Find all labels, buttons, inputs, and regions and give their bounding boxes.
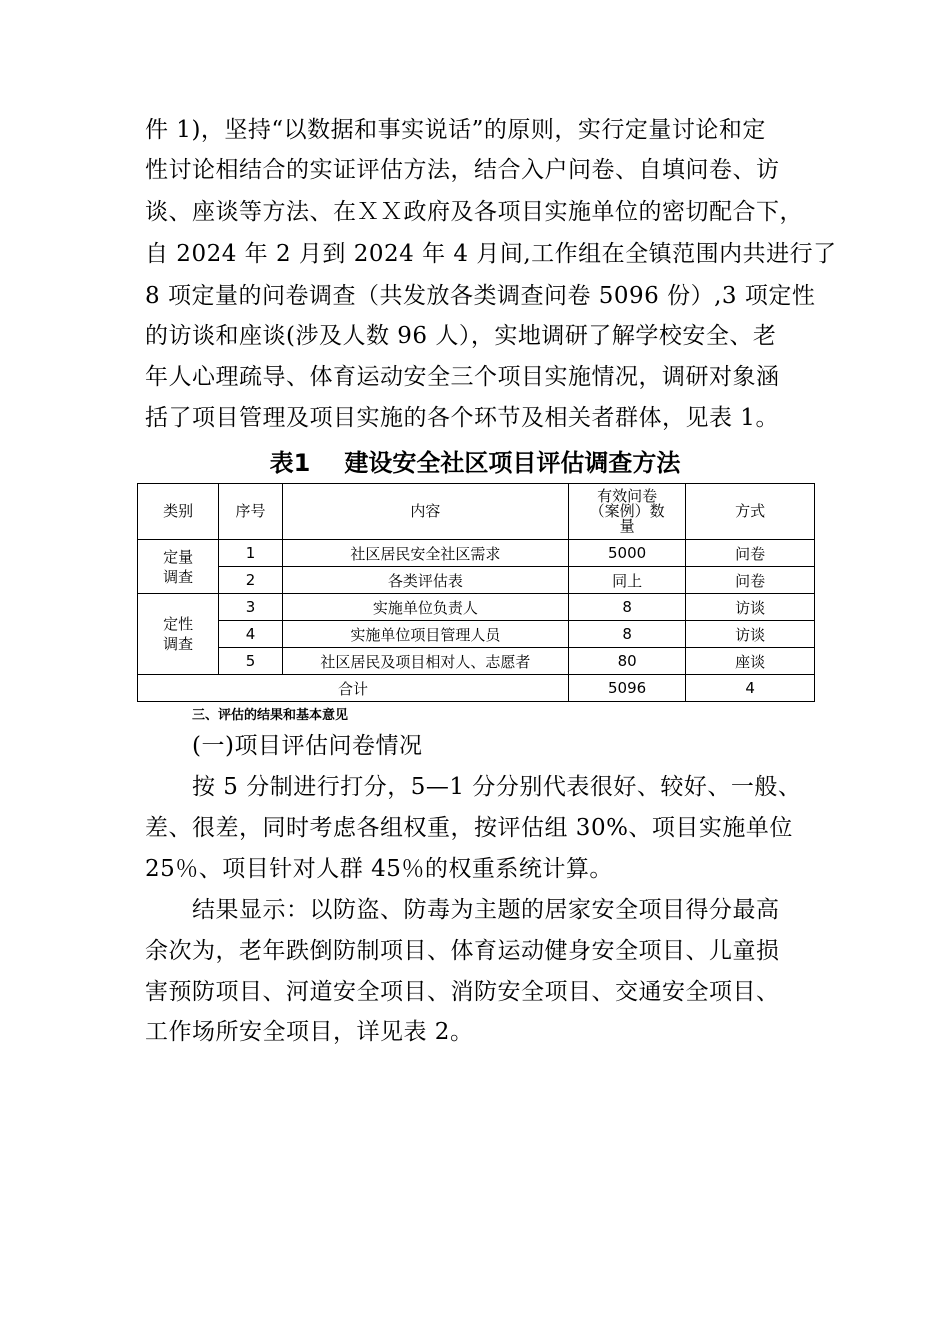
cell-content: 实施单位负责人 — [282, 594, 568, 621]
cell-method: 访谈 — [686, 594, 815, 621]
intro-line: 括了项目管理及项目实施的各个环节及相关者群体，见表 1。 — [145, 405, 779, 431]
header-method: 方式 — [686, 484, 815, 540]
table-header-row — [138, 484, 815, 540]
body-line: 按 5 分制进行打分，5—1 分分别代表很好、较好、一般、 — [192, 774, 802, 800]
total-method: 4 — [686, 675, 815, 702]
cell-method: 问卷 — [686, 567, 815, 594]
table-row — [138, 621, 815, 648]
category-line: 调查 — [163, 567, 194, 586]
cell-no: 3 — [219, 594, 282, 621]
intro-line: 谈、座谈等方法、在ＸＸ政府及各项目实施单位的密切配合下， — [145, 199, 803, 225]
total-label: 合计 — [138, 675, 569, 702]
intro-line: 的访谈和座谈(涉及人数 96 人），实地调研了解学校安全、老 — [145, 323, 777, 349]
intro-line: 件 1)，坚持“以数据和事实说话”的原则，实行定量讨论和定 — [145, 117, 766, 143]
cell-no: 1 — [219, 540, 282, 567]
table-total-row — [138, 675, 815, 702]
cell-no: 5 — [219, 648, 282, 675]
survey-methods-table — [137, 483, 815, 702]
header-qty-line: （案例）数 — [589, 502, 665, 520]
cell-method: 访谈 — [686, 621, 815, 648]
category-cell — [138, 594, 219, 675]
body-line: 25％、项目针对人群 45％的权重系统计算。 — [145, 856, 613, 882]
cell-qty: 同上 — [569, 567, 686, 594]
cell-content: 各类评估表 — [282, 567, 568, 594]
cell-no: 4 — [219, 621, 282, 648]
table-row — [138, 594, 815, 621]
body-line: 差、很差，同时考虑各组权重，按评估组 30%、项目实施单位 — [145, 815, 793, 841]
intro-line: 性讨论相结合的实证评估方法，结合入户问卷、自填问卷、访 — [145, 157, 780, 183]
header-no: 序号 — [219, 484, 282, 540]
body-line: 工作场所安全项目，详见表 2。 — [145, 1019, 474, 1045]
total-qty: 5096 — [569, 675, 686, 702]
cell-qty: 8 — [569, 621, 686, 648]
category-cell — [138, 540, 219, 594]
intro-line: 自 2024 年 2 月到 2024 年 4 月间,工作组在全镇范围内共进行了 — [145, 241, 837, 267]
section-heading: 三、评估的结果和基本意见 — [192, 708, 349, 723]
table-row — [138, 540, 815, 567]
body-line: 害预防项目、河道安全项目、消防安全项目、交通安全项目、 — [145, 979, 780, 1005]
cell-content: 社区居民安全社区需求 — [282, 540, 568, 567]
category-line: 调查 — [163, 635, 194, 653]
cell-content: 社区居民及项目相对人、志愿者 — [282, 648, 568, 675]
header-qty — [569, 484, 686, 540]
intro-line: 8 项定量的问卷调查（共发放各类调查问卷 5096 份）,3 项定性 — [145, 283, 816, 309]
header-qty-line: 量 — [619, 517, 635, 535]
table-number: 表1 — [269, 449, 311, 477]
header-qty-line: 有效问卷 — [597, 487, 658, 505]
cell-qty: 8 — [569, 594, 686, 621]
cell-no: 2 — [219, 567, 282, 594]
intro-line: 年人心理疏导、体育运动安全三个项目实施情况，调研对象涵 — [145, 364, 780, 390]
header-content: 内容 — [282, 484, 568, 540]
table-title: 建设安全社区项目评估调查方法 — [344, 449, 681, 477]
cell-qty: 80 — [569, 648, 686, 675]
table-caption — [0, 443, 950, 478]
cell-qty: 5000 — [569, 540, 686, 567]
body-line: 余次为，老年跌倒防制项目、体育运动健身安全项目、儿童损 — [145, 938, 780, 964]
table-row — [138, 648, 815, 675]
category-line: 定量 — [163, 547, 194, 566]
cell-content: 实施单位项目管理人员 — [282, 621, 568, 648]
subsection-heading: (一)项目评估问卷情况 — [192, 733, 423, 759]
category-line: 定性 — [163, 615, 194, 633]
table-row — [138, 567, 815, 594]
cell-method: 座谈 — [686, 648, 815, 675]
header-category: 类别 — [138, 484, 219, 540]
body-line: 结果显示：以防盗、防毒为主题的居家安全项目得分最高 — [192, 897, 780, 923]
cell-method: 问卷 — [686, 540, 815, 567]
